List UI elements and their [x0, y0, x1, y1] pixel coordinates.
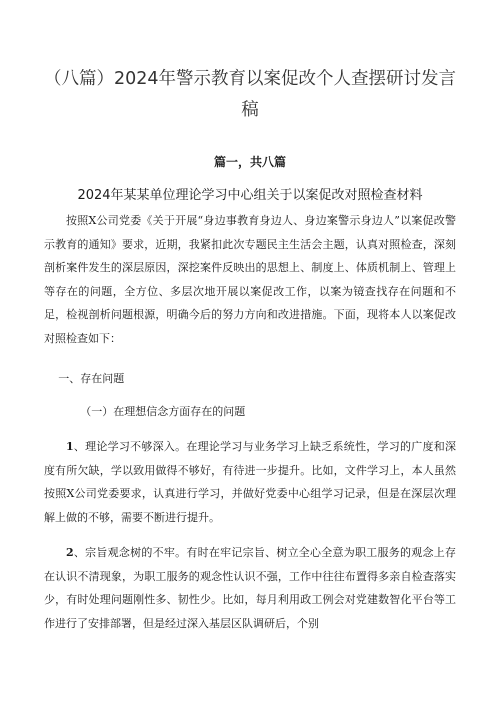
- list-item-1: [44, 435, 456, 529]
- intro-paragraph: 按照X公司党委《关于开展“身边事教育身边人、身边案警示身边人”以案促改警示教育的通知》要求，近期，我紧扣此次专题民主生活会主题，认真对照检查，深刻剖析案件发生的深层原因，深挖案件反映出的思想上、制度上、体质机制上、管理上等存在的问题，全方位、多层次地开展以案促改工作，以案为镜查找存在问题和不足，检视剖析问题根源，明确今后的努力方向和改进措施。下面，现将本人以案促改对照检查如下：: [44, 214, 456, 345]
- list-item-number: 2: [66, 546, 74, 559]
- list-item-text: 、理论学习不够深入。在理论学习与业务学习上缺乏系统性，学习的广度和深度有所欠缺，学以致用做得不够好，有待进一步提升。比如，文件学习上，本人虽然按照X公司党委要求，认真进行学习，并做好党委中心组学习记录，但是在深层次理解上做的不够，需要不断进行提升。: [44, 440, 456, 524]
- heading-level-2: （一）在理想信念方面存在的问题: [80, 405, 246, 418]
- section-heading: 篇一，共八篇: [213, 155, 286, 169]
- document-title: （八篇）2024年警示教育以案促改个人查摆研讨发言稿: [43, 69, 457, 120]
- list-item-2: [44, 541, 456, 635]
- list-item-number: 1: [66, 440, 74, 453]
- list-item-text: 、宗旨观念树的不牢。有时在牢记宗旨、树立全心全意为职工服务的观念上存在认识不清现象，为职工服务的观念性认识不强，工作中往往布置得多亲自检查落实少，有时处理问题刚性多、韧性少。比如，每月利用政工例会对党建数智化平台等工作进行了安排部署，但是经过深入基层区队调研后，个别: [44, 546, 456, 630]
- heading-level-1: 一、存在问题: [58, 372, 125, 385]
- article-title: 2024年某某单位理论学习中心组关于以案促改对照检查材料: [77, 188, 423, 203]
